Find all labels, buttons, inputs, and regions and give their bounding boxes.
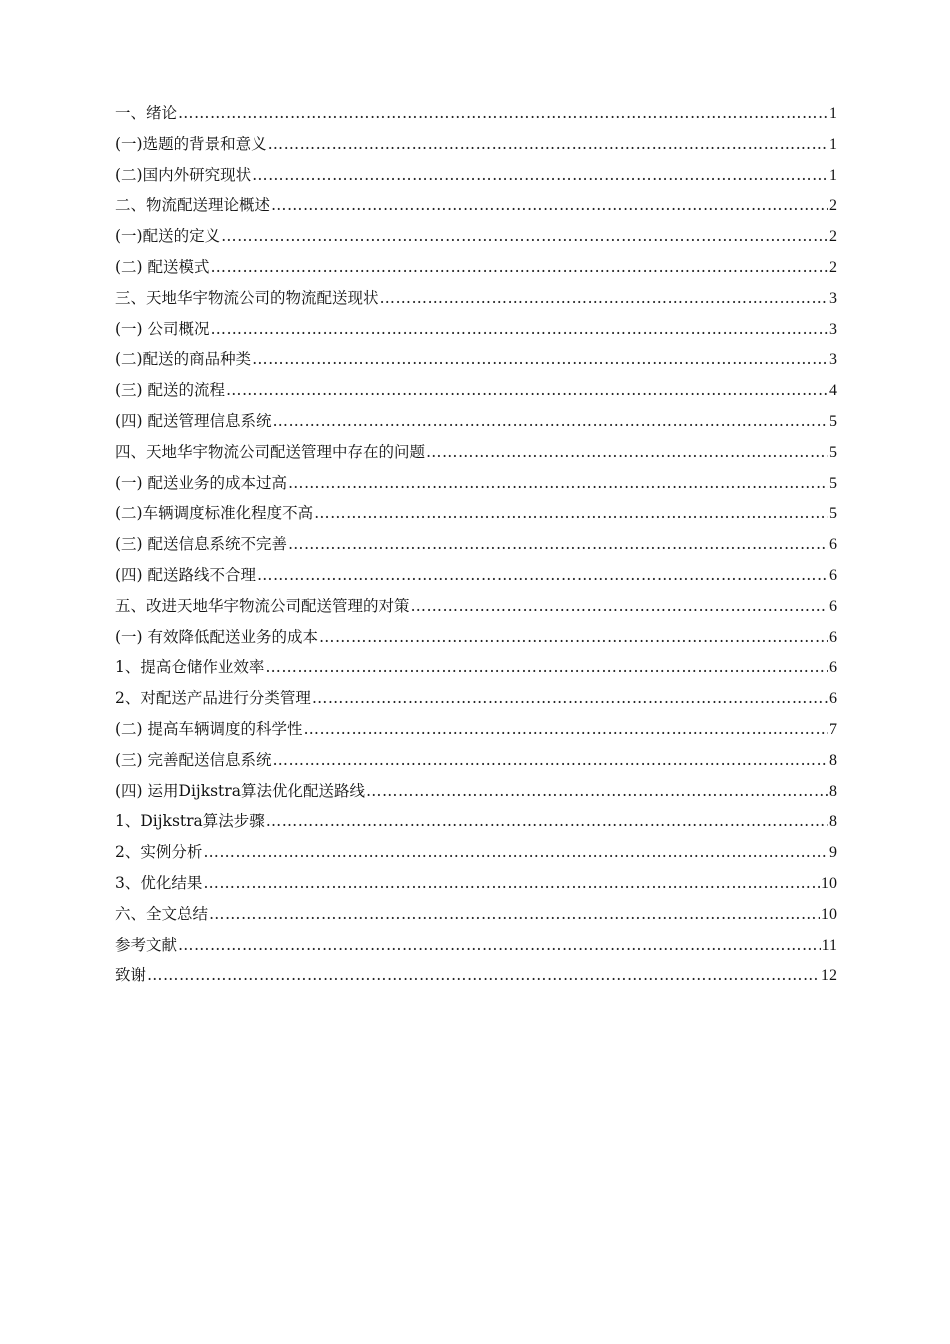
table-of-contents xyxy=(115,98,837,991)
toc-entry-label: (一) 公司概况 xyxy=(115,319,210,338)
toc-entry-label: 致谢 xyxy=(115,966,147,985)
toc-leader xyxy=(288,529,828,560)
toc-entry-23[interactable] xyxy=(115,776,837,807)
toc-entry-8[interactable] xyxy=(115,314,837,345)
toc-entry-page: 2 xyxy=(829,258,837,276)
toc-entry-label: (二)配送的商品种类 xyxy=(115,350,252,369)
toc-entry-13[interactable] xyxy=(115,468,837,499)
toc-entry-page: 5 xyxy=(829,505,837,523)
toc-entry-page: 12 xyxy=(821,967,837,985)
toc-entry-label: 参考文献 xyxy=(115,935,178,954)
toc-entry-page: 6 xyxy=(829,566,837,584)
toc-entry-6[interactable] xyxy=(115,252,837,283)
toc-leader xyxy=(273,406,828,437)
toc-entry-29[interactable] xyxy=(115,960,837,991)
toc-leader xyxy=(271,190,828,221)
toc-entry-5[interactable] xyxy=(115,221,837,252)
toc-entry-page: 8 xyxy=(829,751,837,769)
toc-leader xyxy=(380,283,828,314)
toc-entry-label: 二、物流配送理论概述 xyxy=(115,196,271,215)
toc-entry-21[interactable] xyxy=(115,714,837,745)
toc-entry-15[interactable] xyxy=(115,529,837,560)
toc-entry-label: (一)配送的定义 xyxy=(115,227,221,246)
toc-entry-label: (三) 配送的流程 xyxy=(115,381,226,400)
toc-leader xyxy=(319,622,828,653)
toc-entry-page: 5 xyxy=(829,412,837,430)
toc-entry-label: (一) 有效降低配送业务的成本 xyxy=(115,627,319,646)
toc-leader xyxy=(252,344,828,375)
toc-entry-4[interactable] xyxy=(115,190,837,221)
toc-entry-label: (四) 配送路线不合理 xyxy=(115,565,257,584)
toc-leader xyxy=(226,375,828,406)
toc-entry-label: 五、改进天地华宇物流公司配送管理的对策 xyxy=(115,596,410,615)
toc-entry-page: 10 xyxy=(821,905,837,923)
toc-leader xyxy=(312,683,828,714)
toc-entry-page: 5 xyxy=(829,443,837,461)
toc-entry-label: 2、对配送产品进行分类管理 xyxy=(115,689,311,708)
toc-entry-label: (四) 运用Dijkstra算法优化配送路线 xyxy=(115,781,365,800)
toc-entry-17[interactable] xyxy=(115,591,837,622)
toc-leader xyxy=(203,837,828,868)
toc-entry-10[interactable] xyxy=(115,375,837,406)
toc-entry-19[interactable] xyxy=(115,652,837,683)
toc-entry-label: 1、提高仓储作业效率 xyxy=(115,658,265,677)
toc-entry-page: 6 xyxy=(829,690,837,708)
toc-leader xyxy=(178,930,821,961)
toc-entry-page: 6 xyxy=(829,536,837,554)
toc-leader xyxy=(288,468,828,499)
toc-entry-label: (二) 配送模式 xyxy=(115,257,210,276)
toc-entry-label: 3、优化结果 xyxy=(115,873,203,892)
toc-entry-label: 2、实例分析 xyxy=(115,843,203,862)
toc-entry-label: 六、全文总结 xyxy=(115,904,209,923)
toc-entry-page: 1 xyxy=(829,135,837,153)
toc-leader xyxy=(411,591,828,622)
toc-entry-page: 9 xyxy=(829,844,837,862)
toc-leader xyxy=(209,899,820,930)
toc-entry-page: 3 xyxy=(829,351,837,369)
toc-entry-11[interactable] xyxy=(115,406,837,437)
toc-entry-7[interactable] xyxy=(115,283,837,314)
toc-leader xyxy=(426,437,828,468)
toc-entry-page: 2 xyxy=(829,197,837,215)
toc-entry-page: 3 xyxy=(829,289,837,307)
toc-leader xyxy=(203,868,820,899)
toc-entry-label: (三) 完善配送信息系统 xyxy=(115,750,272,769)
toc-leader xyxy=(211,252,828,283)
toc-leader xyxy=(178,98,828,129)
toc-entry-24[interactable] xyxy=(115,806,837,837)
toc-entry-page: 5 xyxy=(829,474,837,492)
toc-entry-label: (二)车辆调度标准化程度不高 xyxy=(115,504,314,523)
toc-entry-page: 10 xyxy=(821,874,837,892)
toc-entry-28[interactable] xyxy=(115,930,837,961)
toc-entry-page: 2 xyxy=(829,228,837,246)
toc-leader xyxy=(257,560,828,591)
toc-leader xyxy=(268,129,828,160)
toc-entry-26[interactable] xyxy=(115,868,837,899)
toc-entry-page: 11 xyxy=(821,936,837,954)
toc-entry-label: (一)选题的背景和意义 xyxy=(115,134,267,153)
toc-entry-label: (一) 配送业务的成本过高 xyxy=(115,473,288,492)
toc-entry-label: 1、Dijkstra算法步骤 xyxy=(115,812,265,831)
toc-entry-page: 8 xyxy=(829,813,837,831)
toc-entry-page: 3 xyxy=(829,320,837,338)
toc-leader xyxy=(266,806,828,837)
toc-leader xyxy=(252,160,828,191)
toc-leader xyxy=(265,652,828,683)
toc-entry-1[interactable] xyxy=(115,98,837,129)
toc-entry-page: 6 xyxy=(829,597,837,615)
toc-entry-label: 四、天地华宇物流公司配送管理中存在的问题 xyxy=(115,442,426,461)
toc-entry-18[interactable] xyxy=(115,622,837,653)
toc-entry-14[interactable] xyxy=(115,498,837,529)
toc-entry-page: 1 xyxy=(829,105,837,122)
toc-entry-12[interactable] xyxy=(115,437,837,468)
toc-entry-page: 4 xyxy=(829,382,837,400)
toc-entry-2[interactable] xyxy=(115,129,837,160)
toc-leader xyxy=(314,498,828,529)
toc-entry-label: (三) 配送信息系统不完善 xyxy=(115,535,288,554)
toc-entry-label: (四) 配送管理信息系统 xyxy=(115,411,272,430)
toc-entry-25[interactable] xyxy=(115,837,837,868)
toc-entry-9[interactable] xyxy=(115,344,837,375)
toc-entry-27[interactable] xyxy=(115,899,837,930)
toc-leader xyxy=(273,745,828,776)
toc-entry-20[interactable] xyxy=(115,683,837,714)
toc-entry-page: 7 xyxy=(829,720,837,738)
toc-leader xyxy=(147,960,820,991)
toc-entry-page: 6 xyxy=(829,659,837,677)
toc-entry-label: 三、天地华宇物流公司的物流配送现状 xyxy=(115,288,379,307)
toc-leader xyxy=(366,776,828,807)
toc-entry-label: 一、绪论 xyxy=(115,104,178,122)
toc-entry-3[interactable] xyxy=(115,160,837,191)
toc-leader xyxy=(304,714,828,745)
toc-entry-page: 1 xyxy=(829,166,837,184)
toc-entry-page: 8 xyxy=(829,782,837,800)
toc-entry-label: (二)国内外研究现状 xyxy=(115,165,252,184)
toc-leader xyxy=(211,314,828,345)
toc-entry-22[interactable] xyxy=(115,745,837,776)
toc-entry-page: 6 xyxy=(829,628,837,646)
toc-entry-16[interactable] xyxy=(115,560,837,591)
toc-entry-label: (二) 提高车辆调度的科学性 xyxy=(115,719,303,738)
toc-leader xyxy=(221,221,828,252)
